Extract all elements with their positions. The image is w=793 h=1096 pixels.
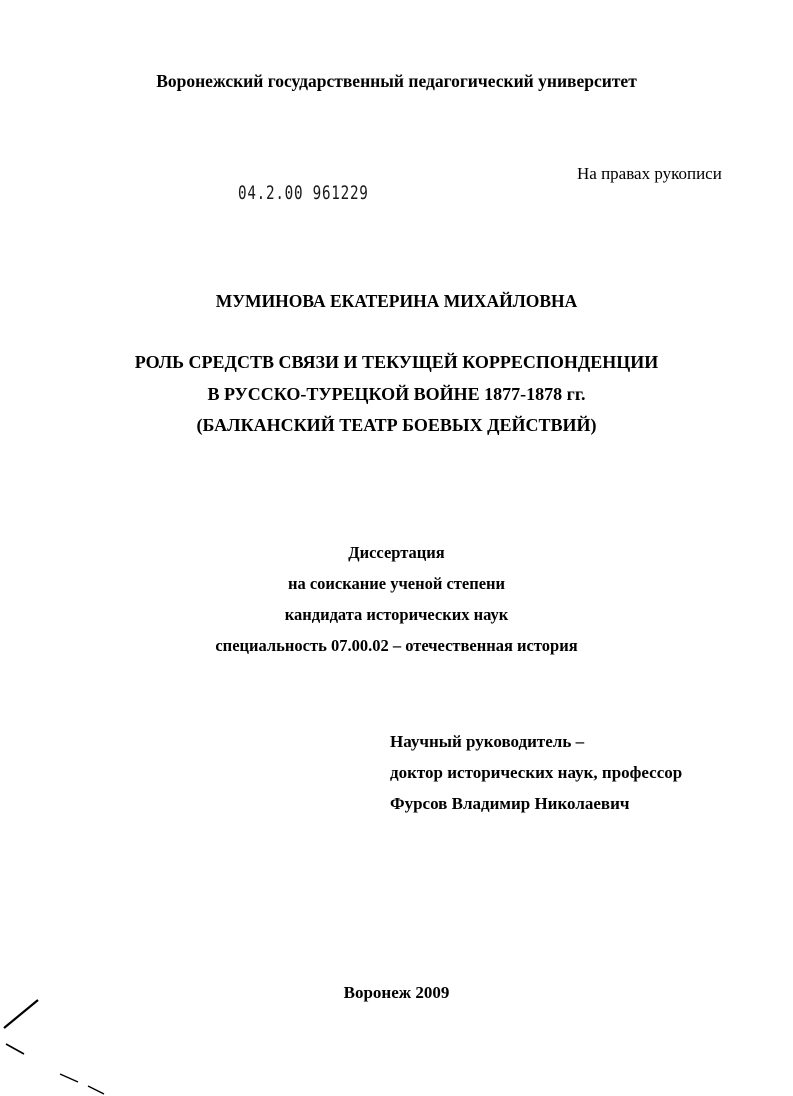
scan-mark-3 (60, 1074, 78, 1082)
scan-mark-2 (6, 1044, 24, 1054)
author-name: МУМИНОВА ЕКАТЕРИНА МИХАЙЛОВНА (215, 291, 578, 311)
rights-note: На правах рукописи (577, 164, 722, 183)
archive-stamp: 04.2.00 961229 (238, 182, 369, 204)
supervisor-label: Научный руководитель – (390, 732, 585, 751)
title-line-1: РОЛЬ СРЕДСТВ СВЯЗИ И ТЕКУЩЕЙ КОРРЕСПОНДЕНЦИИ (134, 352, 659, 372)
title-line-2: В РУССКО-ТУРЕЦКОЙ ВОЙНЕ 1877-1878 гг. (207, 384, 586, 404)
scan-marks (0, 990, 120, 1096)
supervisor-name: Фурсов Владимир Николаевич (390, 794, 630, 813)
dissertation-label: Диссертация (348, 543, 445, 562)
scan-mark-1 (4, 1000, 38, 1028)
university-name: Воронежский государственный педагогический университет (156, 71, 637, 91)
specialty-line: специальность 07.00.02 – отечественная история (215, 636, 578, 655)
title-line-3: (БАЛКАНСКИЙ ТЕАТР БОЕВЫХ ДЕЙСТВИЙ) (196, 415, 597, 435)
degree-name: кандидата исторических наук (284, 605, 509, 624)
city-year: Воронеж 2009 (343, 983, 450, 1002)
supervisor-degree: доктор исторических наук, профессор (390, 763, 683, 782)
degree-line: на соискание ученой степени (287, 574, 506, 593)
scan-mark-4 (88, 1086, 104, 1094)
